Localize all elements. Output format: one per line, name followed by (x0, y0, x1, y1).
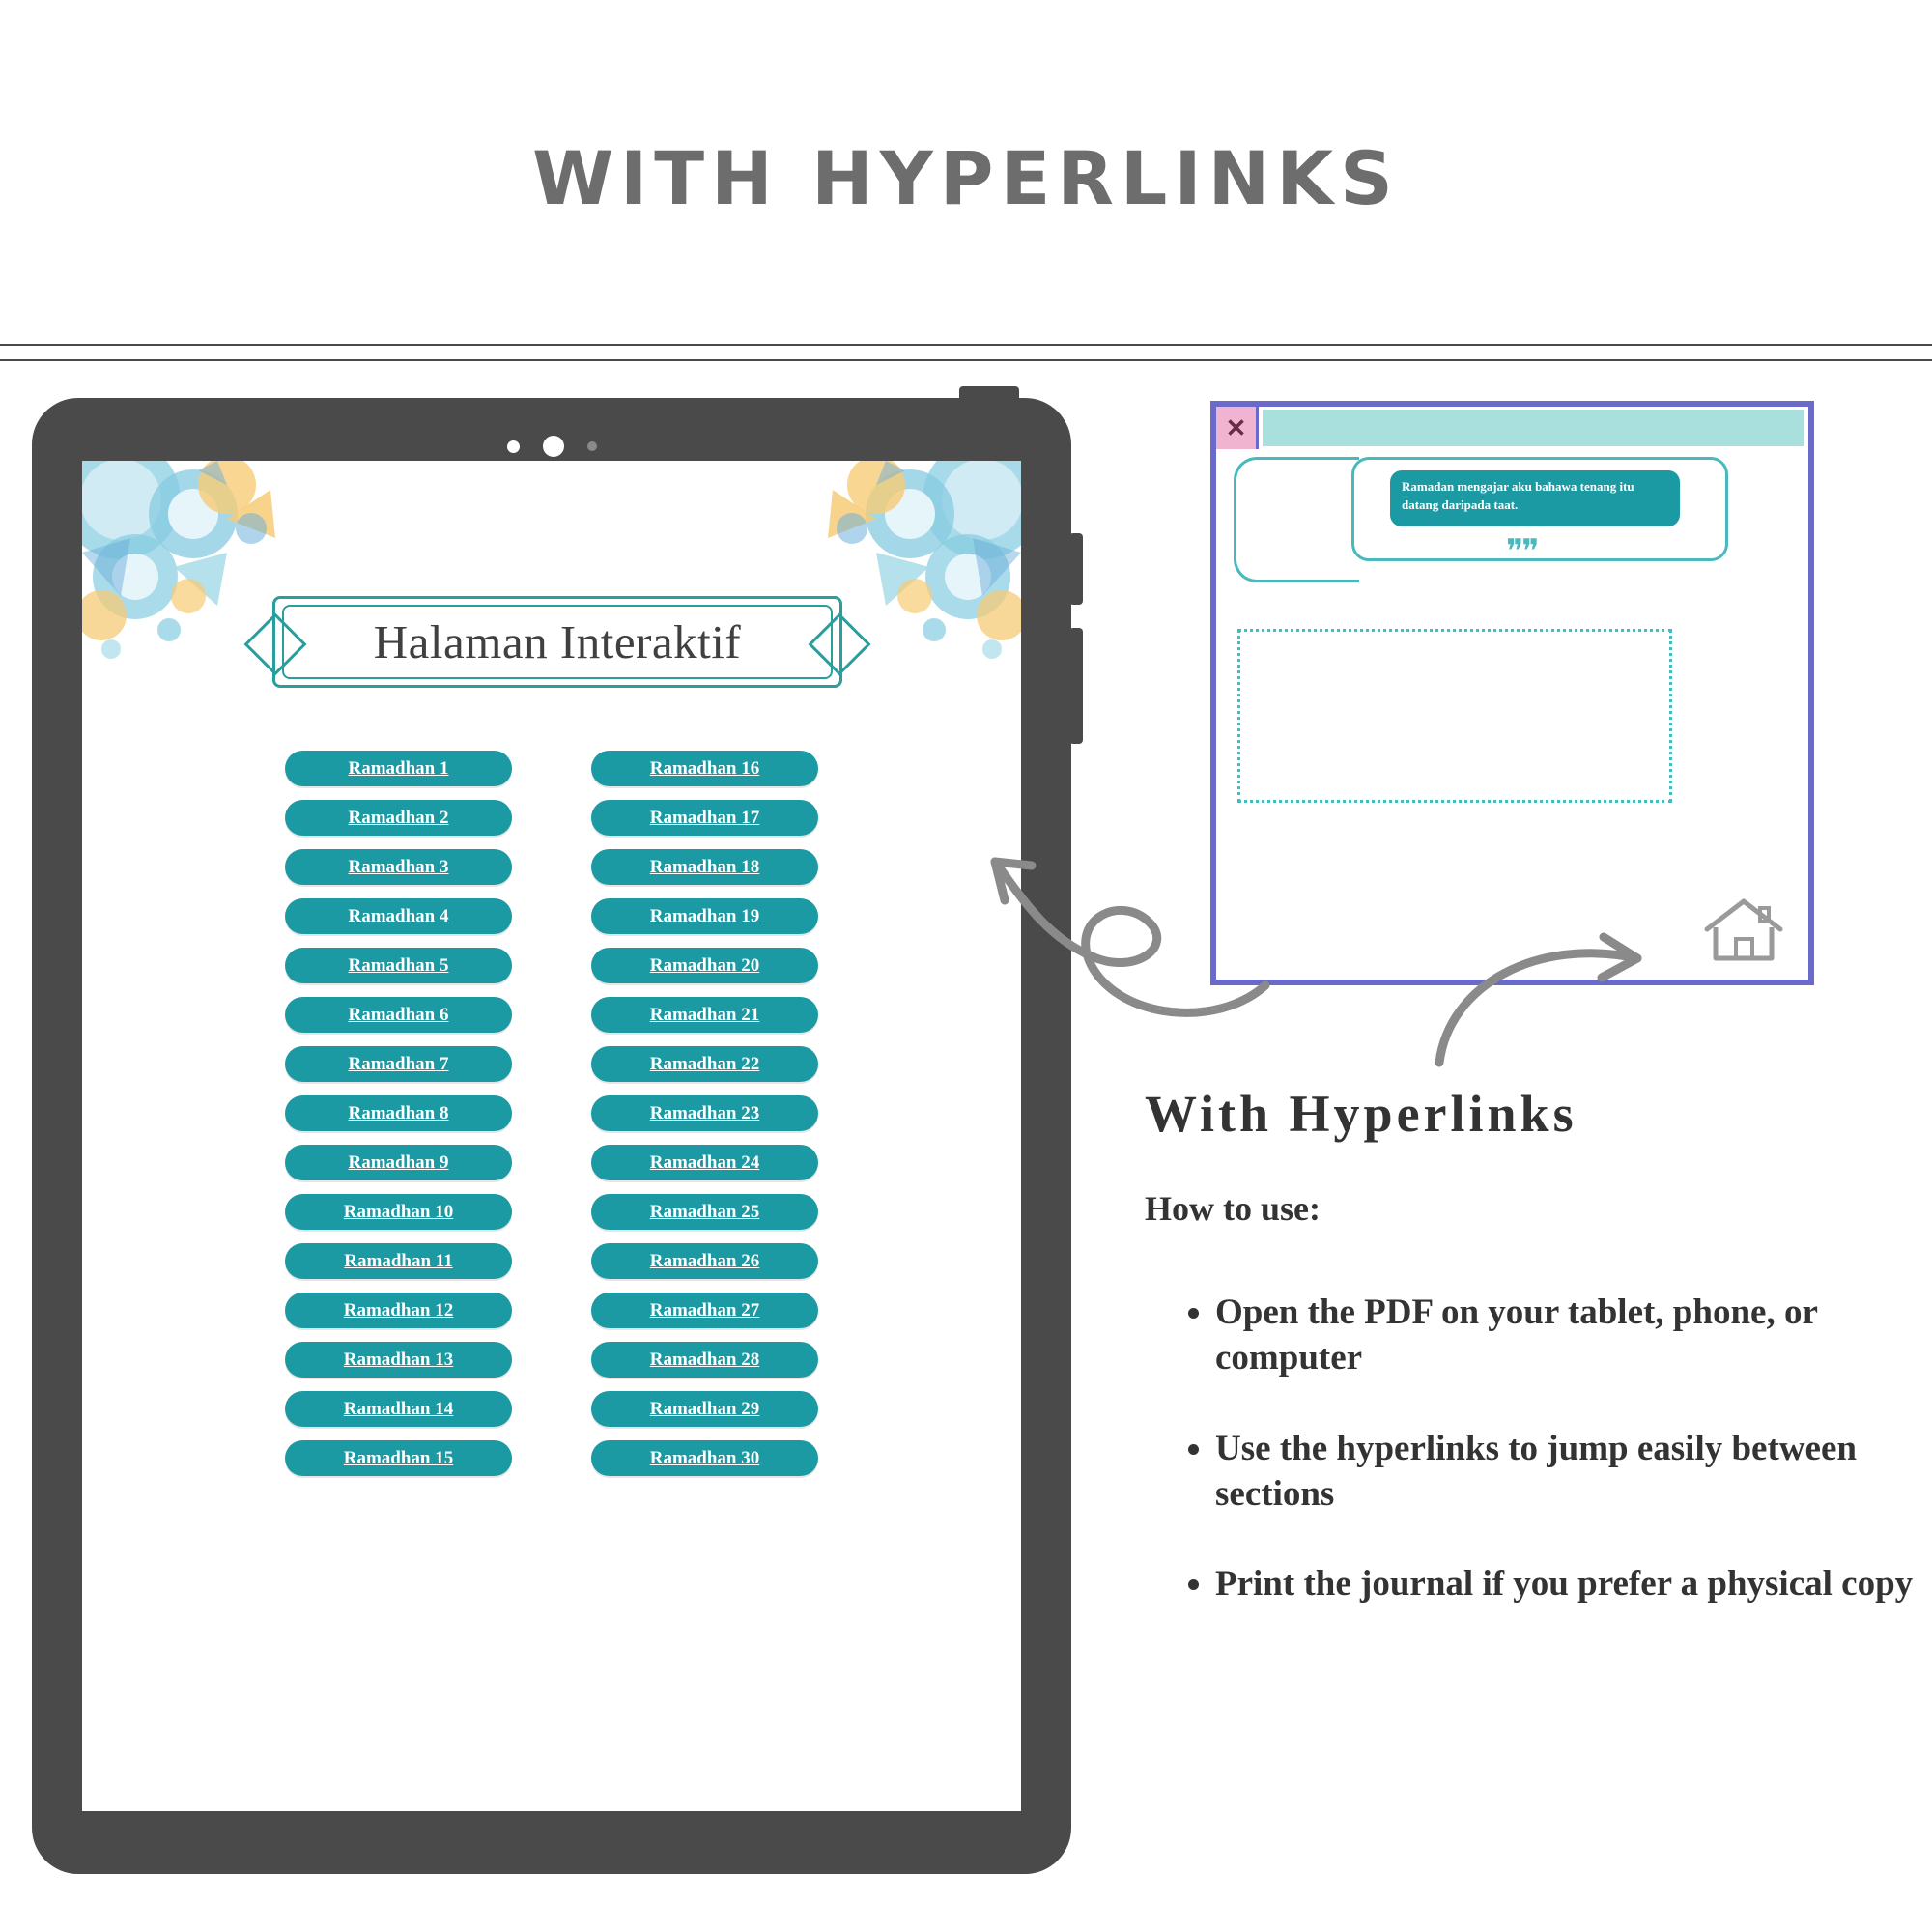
link-button[interactable]: Ramadhan 30 (591, 1440, 818, 1476)
link-button[interactable]: Ramadhan 6 (285, 997, 512, 1033)
link-button[interactable]: Ramadhan 29 (591, 1391, 818, 1427)
link-button[interactable]: Ramadhan 16 (591, 751, 818, 786)
divider-bottom (0, 359, 1932, 361)
tablet-mockup (32, 398, 1071, 1874)
section-heading: With Hyperlinks (1145, 1085, 1577, 1143)
pdf-preview-window (1210, 401, 1814, 985)
link-button[interactable]: Ramadhan 19 (591, 898, 818, 934)
divider-top (0, 344, 1932, 346)
link-button[interactable]: Ramadhan 5 (285, 948, 512, 983)
link-button[interactable]: Ramadhan 17 (591, 800, 818, 836)
list-item: • Use the hyperlinks to jump easily between sections (1215, 1426, 1930, 1518)
how-to-label: How to use: (1145, 1189, 1321, 1228)
list-item: • Print the journal if you prefer a physical copy (1215, 1561, 1930, 1606)
quote-text: Ramadan mengajar aku bahawa tenang itu datang daripada taat. (1390, 470, 1680, 526)
link-button[interactable]: Ramadhan 12 (285, 1293, 512, 1328)
link-button[interactable]: Ramadhan 18 (591, 849, 818, 885)
tablet-volume-up-button (1069, 533, 1083, 605)
sensor-dot-icon (507, 440, 520, 453)
link-button[interactable]: Ramadhan 23 (591, 1095, 818, 1131)
hyperlink-column-2 (591, 751, 818, 1476)
link-button[interactable]: Ramadhan 28 (591, 1342, 818, 1378)
link-button[interactable]: Ramadhan 7 (285, 1046, 512, 1082)
link-button[interactable]: Ramadhan 9 (285, 1145, 512, 1180)
preview-titlebar (1216, 407, 1808, 449)
tablet-top-button (959, 386, 1019, 402)
preview-title-banner (1263, 410, 1804, 446)
link-button[interactable]: Ramadhan 22 (591, 1046, 818, 1082)
link-button[interactable]: Ramadhan 11 (285, 1243, 512, 1279)
instructions-list (1175, 1290, 1930, 1652)
list-item: • Open the PDF on your tablet, phone, or computer (1215, 1290, 1930, 1381)
tablet-screen (82, 461, 1021, 1811)
mic-dot-icon (587, 441, 597, 451)
tablet-camera-row (32, 427, 1071, 466)
link-button[interactable]: Ramadhan 20 (591, 948, 818, 983)
interactive-page-title-plate (272, 596, 842, 688)
link-button[interactable]: Ramadhan 21 (591, 997, 818, 1033)
link-button[interactable]: Ramadhan 14 (285, 1391, 512, 1427)
quote-frame-left (1234, 457, 1359, 582)
page-title: WITH HYPERLINKS (532, 135, 1400, 221)
hyperlink-button-grid (82, 751, 1021, 1476)
link-button[interactable]: Ramadhan 27 (591, 1293, 818, 1328)
link-button[interactable]: Ramadhan 4 (285, 898, 512, 934)
writing-area[interactable] (1237, 629, 1672, 803)
camera-lens-icon (543, 436, 564, 457)
link-button[interactable]: Ramadhan 13 (285, 1342, 512, 1378)
link-button[interactable]: Ramadhan 8 (285, 1095, 512, 1131)
link-button[interactable]: Ramadhan 3 (285, 849, 512, 885)
hyperlink-column-1 (285, 751, 512, 1476)
link-button[interactable]: Ramadhan 2 (285, 800, 512, 836)
link-button[interactable]: Ramadhan 1 (285, 751, 512, 786)
quote-mark-icon: ❞❞ (1506, 534, 1538, 570)
home-icon[interactable] (1702, 896, 1785, 964)
tablet-volume-down-button (1069, 628, 1083, 744)
link-button[interactable]: Ramadhan 15 (285, 1440, 512, 1476)
close-icon[interactable]: ✕ (1216, 407, 1259, 449)
link-button[interactable]: Ramadhan 10 (285, 1194, 512, 1230)
link-button[interactable]: Ramadhan 26 (591, 1243, 818, 1279)
link-button[interactable]: Ramadhan 24 (591, 1145, 818, 1180)
interactive-page-title: Halaman Interaktif (373, 615, 742, 668)
link-button[interactable]: Ramadhan 25 (591, 1194, 818, 1230)
